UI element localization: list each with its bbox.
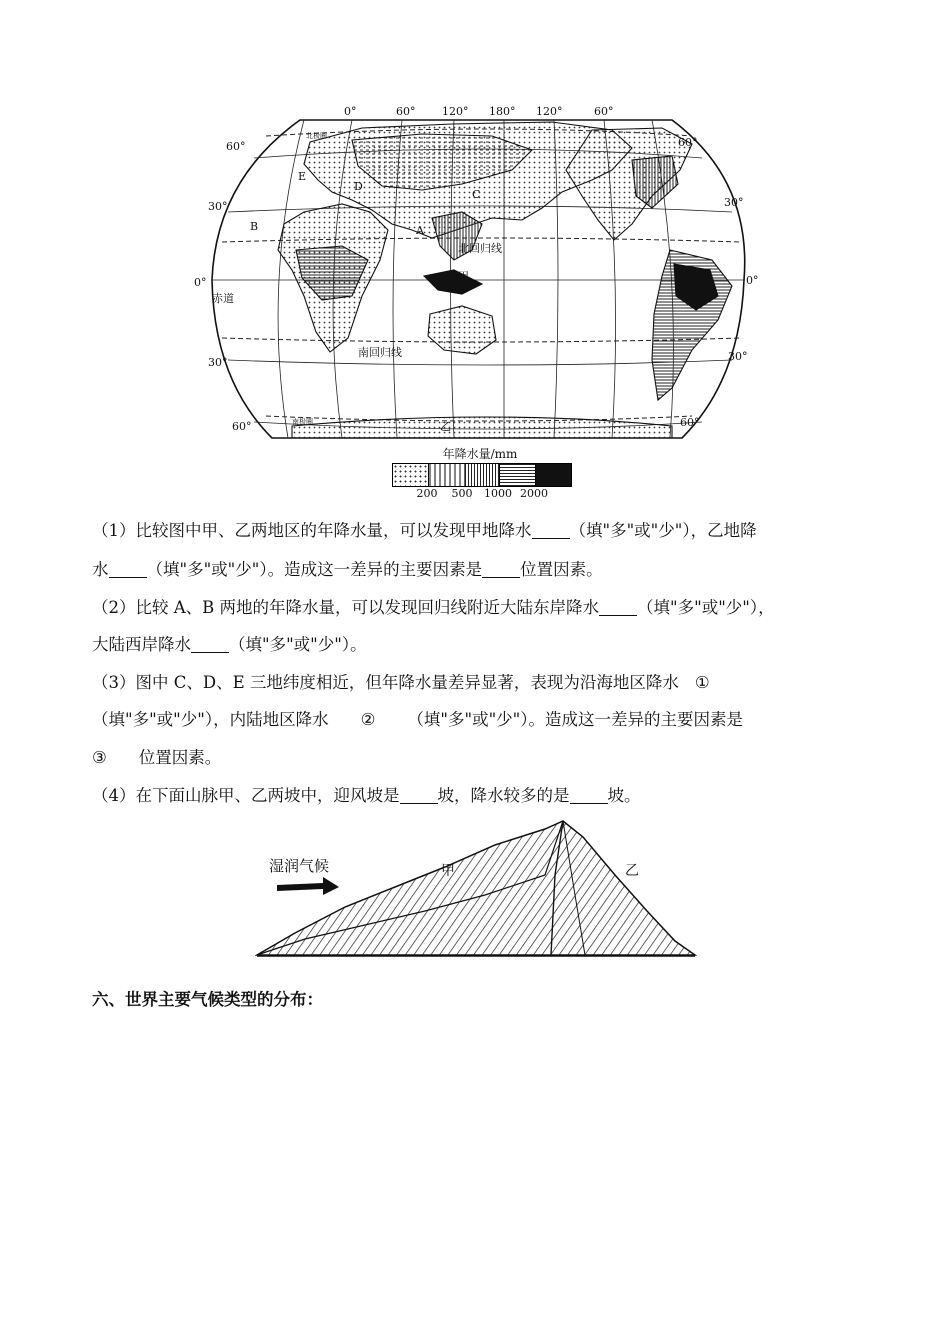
wind-label: 湿润气候 xyxy=(269,857,330,875)
q1-blank-3[interactable] xyxy=(482,559,520,578)
q1-blank-2[interactable] xyxy=(109,559,147,578)
question-1-line-2 xyxy=(92,558,872,582)
lat-label-right-2: 0° xyxy=(746,274,759,287)
point-d: D xyxy=(354,180,363,193)
lon-label-3: 180° xyxy=(489,105,516,118)
legend-swatch-2 xyxy=(429,464,465,486)
legend-swatch-3 xyxy=(465,464,501,486)
point-yi: 乙 xyxy=(440,420,451,433)
legend-ticks xyxy=(380,487,580,501)
lat-label-left-1: 30° xyxy=(208,200,228,213)
lat-label-left-2: 0° xyxy=(194,276,207,289)
antarctic-circle-label: 南极圈 xyxy=(292,418,313,426)
lat-label-right-3: 30° xyxy=(728,350,748,363)
world-precipitation-map xyxy=(192,100,764,452)
q3-text-a: （3）图中 C、D、E 三地纬度相近，但年降水量差异显著，表现为沿海地区降水 xyxy=(92,673,679,692)
legend-tick-2000: 2000 xyxy=(520,487,548,500)
q4-text-b: 坡，降水较多的是 xyxy=(437,786,570,805)
q3-marker-2[interactable]: ② xyxy=(360,710,376,729)
q3-text-d: 位置因素。 xyxy=(138,748,222,767)
lon-label-0: 0° xyxy=(344,105,357,118)
question-2-line-1 xyxy=(92,596,872,620)
question-1-line-1 xyxy=(92,519,872,543)
legend-swatch-4 xyxy=(500,464,536,486)
question-3-line-3 xyxy=(92,746,872,770)
lon-label-5: 60° xyxy=(594,105,614,118)
point-a: A xyxy=(416,224,424,237)
legend-swatch-5 xyxy=(536,464,571,486)
mountain-slope-figure xyxy=(255,815,697,960)
q4-blank-1[interactable] xyxy=(400,785,438,804)
point-jia: 甲 xyxy=(458,270,469,283)
legend-title: 年降水量/mm xyxy=(442,447,518,461)
q2-text-d: （填"多"或"少"）。 xyxy=(229,635,367,654)
lon-label-1: 60° xyxy=(396,105,416,118)
tropic-capricorn-label: 南回归线 xyxy=(358,346,402,359)
slope-jia-label: 甲 xyxy=(441,863,455,879)
q1-text-e: 位置因素。 xyxy=(520,560,603,579)
q1-text-d: （填"多"或"少"）。造成这一差异的主要因素是 xyxy=(146,560,483,579)
q3-text-b: （填"多"或"少"），内陆地区降水 xyxy=(92,710,329,729)
q1-text-b: （填"多"或"少"），乙地降 xyxy=(569,521,757,540)
lat-label-right-0: 60° xyxy=(678,136,698,149)
legend-tick-200: 200 xyxy=(416,487,438,500)
q1-text-c: 水 xyxy=(92,560,109,579)
legend-tick-1000: 1000 xyxy=(484,487,512,500)
question-2-line-2 xyxy=(92,633,872,657)
point-b: B xyxy=(250,220,259,233)
q4-text-a: （4）在下面山脉甲、乙两坡中，迎风坡是 xyxy=(92,786,400,805)
equator-label: 赤道 xyxy=(212,292,234,305)
q2-text-b: （填"多"或"少"）， xyxy=(637,598,775,617)
legend-swatches xyxy=(392,463,572,487)
lat-label-right-4: 60° xyxy=(680,416,700,429)
question-4 xyxy=(92,784,872,808)
q4-text-c: 坡。 xyxy=(607,786,641,805)
section-heading: 六、世界主要气候类型的分布： xyxy=(92,990,323,1009)
q3-marker-3[interactable]: ③ xyxy=(92,748,107,767)
legend-swatch-1 xyxy=(393,464,429,486)
lat-label-left-0: 60° xyxy=(226,140,246,153)
arctic-circle-label: 北极圈 xyxy=(306,132,327,140)
slope-yi-label: 乙 xyxy=(625,863,639,879)
point-e: E xyxy=(298,170,307,183)
q1-blank-1[interactable] xyxy=(532,520,570,539)
q2-text-c: 大陆西岸降水 xyxy=(92,635,191,654)
lat-label-right-1: 30° xyxy=(724,196,744,209)
q1-text-a: （1）比较图中甲、乙两地区的年降水量，可以发现甲地降水 xyxy=(92,521,532,540)
point-c: C xyxy=(472,188,481,201)
legend-tick-500: 500 xyxy=(451,487,473,500)
q4-blank-2[interactable] xyxy=(570,785,608,804)
q3-marker-1[interactable]: ① xyxy=(694,673,710,692)
q2-text-a: （2）比较 A、B 两地的年降水量，可以发现回归线附近大陆东岸降水 xyxy=(92,598,600,617)
q2-blank-2[interactable] xyxy=(191,634,229,653)
q3-text-c: （填"多"或"少"）。造成这一差异的主要因素是 xyxy=(407,710,744,729)
question-3-line-2 xyxy=(92,708,872,732)
tropic-cancer-label: 北回归线 xyxy=(458,242,502,255)
lon-label-2: 120° xyxy=(442,105,469,118)
lon-label-4: 120° xyxy=(536,105,563,118)
lat-label-left-3: 30° xyxy=(208,356,228,369)
lat-label-left-4: 60° xyxy=(232,420,252,433)
precipitation-legend xyxy=(380,445,580,505)
question-3-line-1 xyxy=(92,671,872,695)
q2-blank-1[interactable] xyxy=(599,597,637,616)
